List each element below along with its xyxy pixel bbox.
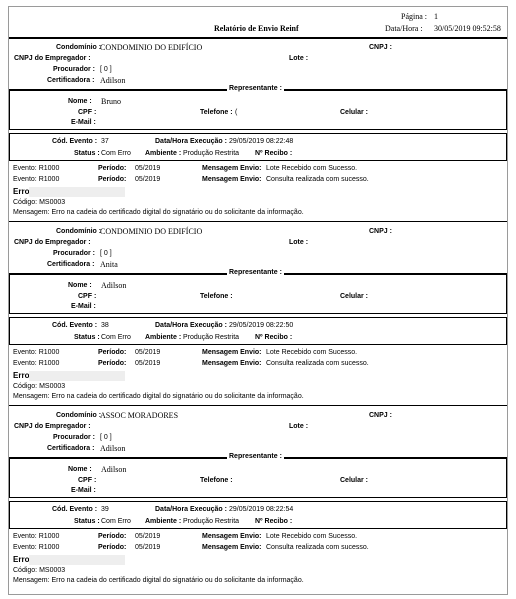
erro-codigo: Código: MS0003	[13, 199, 66, 206]
record-separator	[9, 221, 507, 222]
datetime-label: Data/Hora :	[385, 24, 423, 33]
event-row-1-evento	[13, 349, 59, 356]
erro-heading: Erro	[13, 555, 30, 564]
periodo-value: 05/2019	[135, 176, 161, 183]
periodo-value: 05/2019	[135, 533, 161, 540]
ambiente-value: Produção Restrita	[183, 518, 240, 525]
periodo-label: Período:	[98, 533, 127, 540]
periodo-label: Período:	[98, 360, 127, 367]
procurador-label: Procurador :	[53, 250, 96, 257]
cnpj-empregador-label: CNPJ do Empregador :	[14, 423, 91, 430]
representante-box	[9, 453, 507, 498]
evento-label: Evento:	[13, 360, 37, 367]
nome-label: Nome :	[68, 282, 92, 289]
periodo-label: Período:	[98, 165, 127, 172]
ambiente-value: Produção Restrita	[183, 150, 240, 157]
mensagem-envio-value: Lote Recebido com Sucesso.	[266, 349, 358, 356]
cpf-label: CPF :	[78, 477, 97, 484]
erro-codigo: Código: MS0003	[13, 567, 66, 574]
ambiente-label: Ambiente :	[145, 518, 182, 525]
nr-recibo-label: Nº Recibo :	[255, 334, 293, 341]
representante-box	[9, 269, 507, 314]
telefone-label: Telefone :	[200, 109, 233, 116]
nr-recibo-label: Nº Recibo :	[255, 150, 293, 157]
mensagem-envio-value: Lote Recebido com Sucesso.	[266, 165, 358, 172]
data-hora-execucao-value: 29/05/2019 08:22:54	[229, 506, 294, 513]
cpf-label: CPF :	[78, 109, 97, 116]
record-separator	[9, 405, 507, 406]
lote-label: Lote :	[289, 239, 309, 246]
mensagem-envio-label: Mensagem Envio:	[202, 533, 262, 540]
certificadora-label: Certificadora :	[47, 445, 95, 452]
report-title: Relatório de Envio Reinf	[214, 24, 299, 33]
representante-legend: Representante :	[229, 269, 282, 276]
evento-box	[9, 501, 507, 529]
email-label: E-Mail :	[71, 119, 96, 126]
evento-box	[9, 317, 507, 345]
evento-box	[9, 133, 507, 161]
event-row-2-evento	[13, 176, 59, 183]
periodo-label: Período:	[98, 349, 127, 356]
nome-value: Adilson	[101, 281, 127, 290]
procurador-value: [ 0 ]	[100, 434, 112, 441]
evento-label: Evento:	[13, 544, 37, 551]
cod-evento-value: 39	[101, 506, 109, 513]
erro-heading: Erro	[13, 187, 30, 196]
nome-value: Bruno	[101, 97, 121, 106]
certificadora-value: Adilson	[100, 444, 126, 453]
evento-value: R1000	[38, 360, 60, 367]
cod-evento-label: Cód. Evento :	[52, 322, 98, 329]
cnpj-label: CNPJ :	[369, 412, 392, 419]
email-label: E-Mail :	[71, 487, 96, 494]
mensagem-envio-label: Mensagem Envio:	[202, 360, 262, 367]
cod-evento-label: Cód. Evento :	[52, 138, 98, 145]
status-value: Com Erro	[101, 150, 131, 157]
telefone-label: Telefone :	[200, 293, 233, 300]
mensagem-envio-value: Consulta realizada com sucesso.	[266, 544, 369, 551]
celular-label: Celular :	[340, 477, 369, 484]
data-hora-execucao-label: Data/Hora Execução :	[155, 506, 227, 513]
page-label: Página :	[401, 12, 427, 21]
email-label: E-Mail :	[71, 303, 96, 310]
certificadora-label: Certificadora :	[47, 77, 95, 84]
event-row-2-evento	[13, 544, 59, 551]
status-label: Status :	[74, 518, 100, 525]
report-page	[8, 6, 508, 595]
periodo-value: 05/2019	[135, 165, 161, 172]
periodo-value: 05/2019	[135, 544, 161, 551]
representante-legend: Representante :	[229, 85, 282, 92]
status-label: Status :	[74, 334, 100, 341]
datetime-value: 30/05/2019 09:52:58	[434, 24, 501, 33]
procurador-label: Procurador :	[53, 434, 96, 441]
evento-value: R1000	[38, 165, 60, 172]
nome-label: Nome :	[68, 98, 92, 105]
status-value: Com Erro	[101, 334, 131, 341]
periodo-value: 05/2019	[135, 360, 161, 367]
mensagem-envio-label: Mensagem Envio:	[202, 176, 262, 183]
erro-mensagem: Mensagem: Erro na cadeia do certificado digital do signatário ou do solicitante da informação.	[13, 577, 304, 584]
mensagem-envio-value: Lote Recebido com Sucesso.	[266, 533, 358, 540]
data-hora-execucao-label: Data/Hora Execução :	[155, 138, 227, 145]
evento-value: R1000	[38, 176, 60, 183]
mensagem-envio-label: Mensagem Envio:	[202, 349, 262, 356]
cod-evento-value: 37	[101, 138, 109, 145]
event-row-1-evento	[13, 533, 59, 540]
telefone-label: Telefone :	[200, 477, 233, 484]
cnpj-empregador-label: CNPJ do Empregador :	[14, 239, 91, 246]
mensagem-envio-value: Consulta realizada com sucesso.	[266, 176, 369, 183]
evento-label: Evento:	[13, 176, 37, 183]
page-number: 1	[434, 12, 438, 21]
evento-label: Evento:	[13, 165, 37, 172]
mensagem-envio-label: Mensagem Envio:	[202, 165, 262, 172]
erro-mensagem: Mensagem: Erro na cadeia do certificado digital do signatário ou do solicitante da informação.	[13, 393, 304, 400]
ambiente-label: Ambiente :	[145, 334, 182, 341]
nr-recibo-label: Nº Recibo :	[255, 518, 293, 525]
condominio-label: Condomínio :	[56, 228, 102, 235]
mensagem-envio-value: Consulta realizada com sucesso.	[266, 360, 369, 367]
header-rule	[9, 37, 507, 39]
telefone-value: (	[235, 109, 238, 116]
data-hora-execucao-value: 29/05/2019 08:22:50	[229, 322, 294, 329]
evento-value: R1000	[38, 533, 60, 540]
condominio-label: Condomínio :	[56, 412, 102, 419]
evento-value: R1000	[38, 349, 60, 356]
event-row-1-evento	[13, 165, 59, 172]
evento-value: R1000	[38, 544, 60, 551]
erro-mensagem: Mensagem: Erro na cadeia do certificado digital do signatário ou do solicitante da informação.	[13, 209, 304, 216]
evento-label: Evento:	[13, 349, 37, 356]
procurador-value: [ 0 ]	[100, 250, 112, 257]
certificadora-value: Anita	[100, 260, 118, 269]
nome-label: Nome :	[68, 466, 92, 473]
condominio-label: Condomínio :	[56, 44, 102, 51]
erro-redacted-bar	[29, 187, 125, 197]
periodo-value: 05/2019	[135, 349, 161, 356]
erro-heading: Erro	[13, 371, 30, 380]
condominio-value: CONDOMINIO DO EDIFÍCIO	[100, 227, 203, 236]
ambiente-label: Ambiente :	[145, 150, 182, 157]
condominio-value: CONDOMINIO DO EDIFÍCIO	[100, 43, 203, 52]
cnpj-label: CNPJ :	[369, 44, 392, 51]
procurador-value: [ 0 ]	[100, 66, 112, 73]
procurador-label: Procurador :	[53, 66, 96, 73]
event-row-2-evento	[13, 360, 59, 367]
erro-codigo: Código: MS0003	[13, 383, 66, 390]
evento-label: Evento:	[13, 533, 37, 540]
cpf-label: CPF :	[78, 293, 97, 300]
lote-label: Lote :	[289, 55, 309, 62]
cnpj-empregador-label: CNPJ do Empregador :	[14, 55, 91, 62]
periodo-label: Período:	[98, 176, 127, 183]
nome-value: Adilson	[101, 465, 127, 474]
status-label: Status :	[74, 150, 100, 157]
ambiente-value: Produção Restrita	[183, 334, 240, 341]
lote-label: Lote :	[289, 423, 309, 430]
condominio-value: ASSOC MORADORES	[100, 411, 179, 420]
mensagem-envio-label: Mensagem Envio:	[202, 544, 262, 551]
certificadora-value: Adilson	[100, 76, 126, 85]
periodo-label: Período:	[98, 544, 127, 551]
data-hora-execucao-value: 29/05/2019 08:22:48	[229, 138, 294, 145]
data-hora-execucao-label: Data/Hora Execução :	[155, 322, 227, 329]
certificadora-label: Certificadora :	[47, 261, 95, 268]
cnpj-label: CNPJ :	[369, 228, 392, 235]
representante-legend: Representante :	[229, 453, 282, 460]
cod-evento-label: Cód. Evento :	[52, 506, 98, 513]
representante-box	[9, 85, 507, 130]
celular-label: Celular :	[340, 293, 369, 300]
erro-redacted-bar	[29, 555, 125, 565]
status-value: Com Erro	[101, 518, 131, 525]
erro-redacted-bar	[29, 371, 125, 381]
cod-evento-value: 38	[101, 322, 109, 329]
celular-label: Celular :	[340, 109, 369, 116]
